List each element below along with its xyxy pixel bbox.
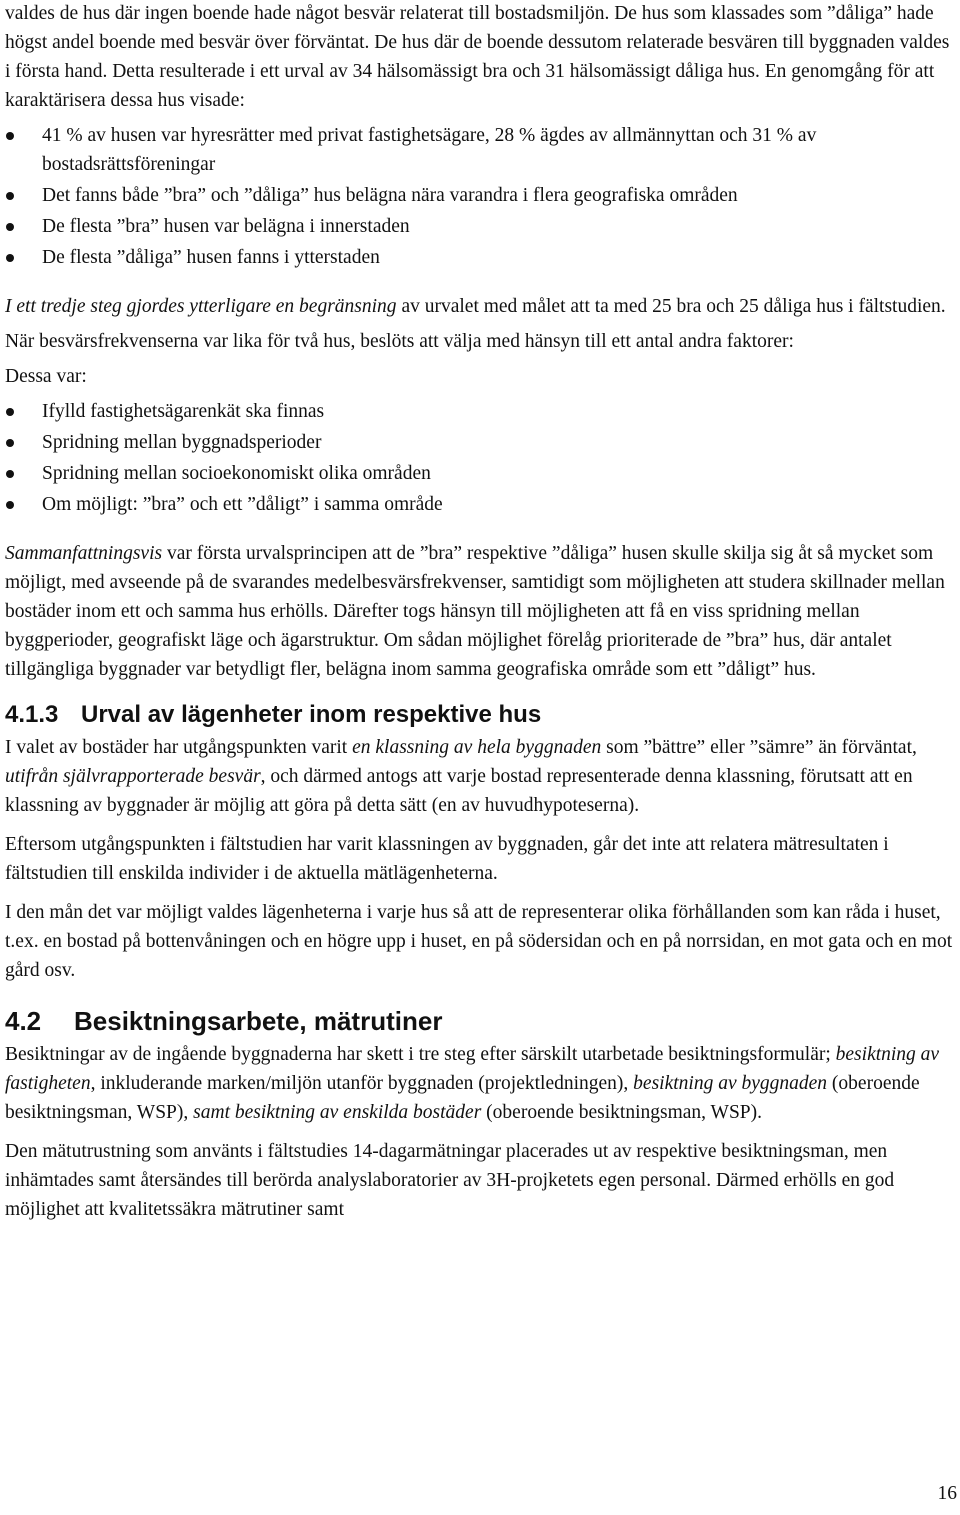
section-number: 4.1.3 (5, 701, 59, 728)
list-item-text: De flesta ”dåliga” husen fanns i ytterstaden (42, 247, 380, 268)
paragraph-third-step (5, 292, 958, 321)
list-item (5, 212, 958, 241)
body-text: var första urvalsprincipen att de ”bra” respektive ”dåliga” husen skulle skilja sig åt så mycket som möjligt, med avseende på de svarandes medelbesvärsfrekvenser, samtidigt som möjligheten att studera skillnader mellan bostäder inom ett och samma hus erhölls. Därefter togs hänsyn till möjligheten att få en viss spridning mellan byggperioder, geografiskt läge och ägarstruktur. Om sådan möjlighet förelåg prioriterade de ”bra” hus, där antalet tillgängliga byggnader var betydligt fler, belägna inom samma geografiska område som ett ”dåligt” hus. (5, 543, 945, 680)
bullet-icon (6, 223, 14, 231)
bullet-list-house-characteristics (5, 121, 958, 272)
paragraph-selection-summary: valdes de hus där ingen boende hade något besvär relaterat till bostadsmiljön. De hus som klassades som ”dåliga” hade högst andel boende med besvär över förväntat. De hus där de boende dessutom relaterade besvären till byggnaden valdes i första hand. Detta resulterade i ett urval av 34 hälsomässigt bra och 31 hälsomässigt dåliga hus. En genomgång för att karaktärisera dessa hus visade: (5, 3, 950, 111)
body-text: Besiktningar av de ingående byggnaderna har skett i tre steg efter särskilt utarbetade besiktningsformulär; (5, 1044, 836, 1065)
page-number: 16 (937, 1483, 957, 1504)
bullet-icon (6, 192, 14, 200)
bullet-icon (6, 132, 14, 140)
paragraph-these-were: Dessa var: (5, 366, 87, 387)
body-text: som ”bättre” eller ”sämre” än förväntat, (601, 737, 917, 758)
bullet-icon (6, 470, 14, 478)
paragraph-apartment-selection: I den mån det var möjligt valdes lägenheterna i varje hus så att de representerar olika förhållanden som kan råda i huset, t.ex. en bostad på bottenvåningen och en högre upp i huset, en på södersidan och en på norrsidan, en mot gata och en mot gård osv. (5, 902, 953, 981)
list-item-text: Om möjligt: ”bra” och ett ”dåligt” i samma område (42, 494, 443, 515)
paragraph-inspections (5, 1040, 958, 1127)
list-item-text: Spridning mellan byggnadsperioder (42, 432, 322, 453)
emphasis-text: samt besiktning av enskilda bostäder (193, 1102, 482, 1123)
paragraph-other-factors: När besvärsfrekvenserna var lika för två hus, beslöts att välja med hänsyn till ett antal andra faktorer: (5, 331, 794, 352)
body-text: (oberoende besiktningsman, WSP). (481, 1102, 763, 1123)
bullet-icon (6, 501, 14, 509)
body-text: , inkluderande marken/miljön utanför byggnaden (projektledningen), (90, 1073, 634, 1094)
emphasis-text: besiktning av byggnaden (633, 1073, 828, 1094)
list-item-text: Ifylld fastighetsägarenkät ska finnas (42, 401, 325, 422)
list-item-text: De flesta ”bra” husen var belägna i innerstaden (42, 216, 410, 237)
list-item (5, 490, 958, 519)
paragraph-apartment-choice (5, 733, 958, 820)
list-item-text: 41 % av husen var hyresrätter med privat fastighetsägare, 28 % ägdes av allmännyttan och 31 % av bostadsrättsföreningar (42, 125, 817, 175)
body-text: I valet av bostäder har utgångspunkten varit (5, 737, 353, 758)
body-text: (oberoende besiktningsman, WSP), (5, 1073, 920, 1123)
bullet-icon (6, 408, 14, 416)
list-item (5, 121, 958, 179)
section-heading-4-2 (5, 1005, 958, 1037)
paragraph-field-study: Eftersom utgångspunkten i fältstudien har varit klassningen av byggnaden, går det inte att relatera mätresultaten i fältstudien till enskilda individer i de aktuella mätlägenheterna. (5, 834, 889, 884)
emphasis-text: utifrån självrapporterade besvär (5, 766, 261, 787)
paragraph-summary (5, 539, 958, 684)
body-text: , och därmed antogs att varje bostad representerade denna klassning, förutsatt att en klassning av byggnader är möjlig att göra på detta sätt (en av huvudhypoteserna). (5, 766, 913, 816)
body-text: av urvalet med målet att ta med 25 bra och 25 dåliga hus i fältstudien. (396, 296, 946, 317)
section-title: Besiktningsarbete, mätrutiner (74, 1006, 443, 1036)
list-item-text: Spridning mellan socioekonomiskt olika områden (42, 463, 431, 484)
paragraph-measurement-equipment: Den mätutrustning som använts i fältstudies 14-dagarmätningar placerades ut av respektive besiktningsman, men inhämtades samt återsändes till berörda analyslaboratorier av 3H-projketets egen personal. Därmed erhölls en god möjlighet att kvalitetssäkra mätrutiner samt (5, 1141, 895, 1220)
list-item-text: Det fanns både ”bra” och ”dåliga” hus belägna nära varandra i flera geografiska områden (42, 185, 738, 206)
section-number: 4.2 (5, 1006, 42, 1036)
list-item (5, 428, 958, 457)
document-page (5, 0, 958, 1224)
list-item (5, 181, 958, 210)
emphasis-text: Sammanfattningsvis (5, 543, 163, 564)
bullet-icon (6, 439, 14, 447)
section-title: Urval av lägenheter inom respektive hus (81, 701, 542, 728)
section-heading-4-1-3 (5, 700, 958, 730)
list-item (5, 397, 958, 426)
bullet-icon (6, 254, 14, 262)
emphasis-text: I ett tredje steg gjordes ytterligare en begränsning (5, 296, 397, 317)
emphasis-text: besiktning av fastigheten (5, 1044, 940, 1094)
list-item (5, 459, 958, 488)
list-item (5, 243, 958, 272)
bullet-list-factors (5, 397, 958, 519)
emphasis-text: en klassning av hela byggnaden (352, 737, 602, 758)
